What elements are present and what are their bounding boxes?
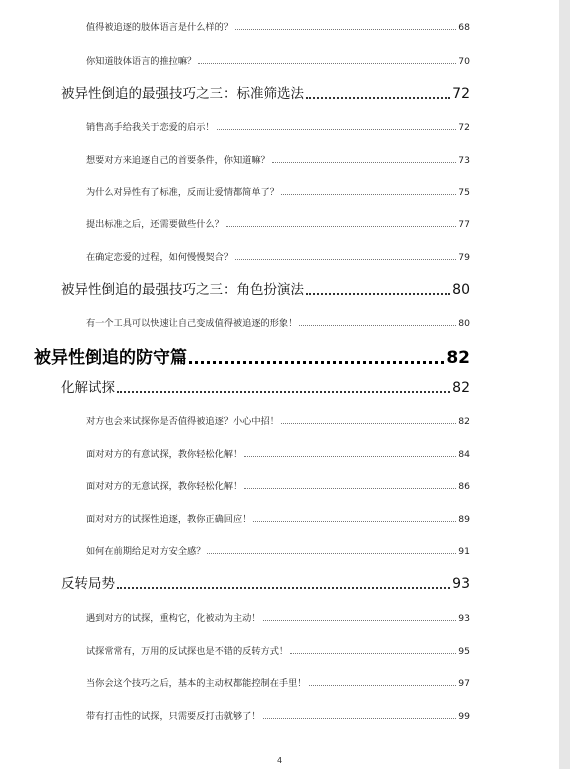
toc-entry-title: 当你会这个技巧之后，基本的主动权都能控制在手里！ [86,678,307,689]
toc-entry-page: 77 [458,219,470,230]
dot-leader [244,487,456,489]
toc-entry-title: 值得被追逐的肢体语言是什么样的？ [86,22,233,33]
toc-part-heading[interactable] [34,343,470,368]
toc-entry-page: 68 [458,22,470,33]
dot-leader [189,360,444,364]
toc-entry-title: 被异性倒追的防守篇 [34,348,187,368]
dot-leader [226,225,456,227]
toc-entry-page: 93 [458,613,470,624]
dot-leader [272,161,457,163]
dot-leader [309,684,457,686]
toc-entry-page: 82 [452,380,470,396]
toc-section-heading[interactable] [61,82,470,102]
toc-section-heading[interactable] [61,376,470,396]
toc-entry-title: 想要对方来追逐自己的首要条件，你知道嘛？ [86,155,270,166]
toc-entry-title: 带有打击性的试探，只需要反打击就够了！ [86,711,261,722]
toc-section-heading[interactable] [61,572,470,592]
toc-entry-title: 有一个工具可以快速让自己变成值得被追逐的形象！ [86,318,298,329]
toc-entry-title: 在确定恋爱的过程，如何慢慢契合？ [86,252,233,263]
toc-entry-page: 73 [458,155,470,166]
dot-leader [207,552,456,554]
toc-entry-page: 72 [452,86,470,102]
toc-entry[interactable] [86,184,470,198]
toc-entry-page: 80 [458,318,470,329]
toc-entry-title: 被异性倒追的最强技巧之三：角色扮演法 [61,282,304,298]
dot-leader [299,324,456,326]
dot-leader [244,455,456,457]
toc-entry[interactable] [86,413,470,427]
toc-entry-title: 试探常常有，万用的反试探也是不错的反转方式！ [86,646,289,657]
toc-entry-page: 82 [446,348,470,368]
toc-entry-page: 99 [458,711,470,722]
toc-entry-title: 反转局势 [61,576,115,592]
toc-entry-page: 75 [458,187,470,198]
dot-leader [117,586,450,589]
dot-leader [281,193,456,195]
page-number: 4 [276,756,283,765]
toc-entry-title: 面对对方的无意试探，教你轻松化解！ [86,481,243,492]
dot-leader [306,292,450,295]
dot-leader [198,62,456,64]
toc-section-heading[interactable] [61,278,470,298]
dot-leader [235,28,456,30]
toc-entry[interactable] [86,643,470,657]
dot-leader [263,717,457,719]
toc-entry[interactable] [86,119,470,133]
toc-entry[interactable] [86,152,470,166]
toc-entry-title: 对方也会来试探你是否值得被追逐？小心中招！ [86,416,279,427]
dot-leader [217,128,457,130]
toc-entry-page: 79 [458,252,470,263]
toc-entry-page: 72 [458,122,470,133]
dot-leader [306,96,450,99]
toc-entry-title: 面对对方的有意试探，教你轻松化解！ [86,449,243,460]
toc-entry-title: 如何在前期给足对方安全感？ [86,546,206,557]
toc-entry-page: 82 [458,416,470,427]
toc-entry[interactable] [86,446,470,460]
toc-entry[interactable] [86,708,470,722]
toc-entry-title: 化解试探 [61,380,115,396]
toc-entry-page: 70 [458,56,470,67]
toc-entry[interactable] [86,53,470,67]
dot-leader [290,652,456,654]
toc-entry-title: 你知道肢体语言的推拉嘛？ [86,56,197,67]
toc-entry-page: 86 [458,481,470,492]
toc-entry-title: 销售高手给我关于恋爱的启示！ [86,122,215,133]
toc-entry-page: 97 [458,678,470,689]
toc-entry[interactable] [86,543,470,557]
toc-entry[interactable] [86,478,470,492]
dot-leader [117,390,450,393]
page-edge-shadow [559,0,570,769]
toc-entry-page: 89 [458,514,470,525]
toc-entry[interactable] [86,216,470,230]
toc-entry-page: 93 [452,576,470,592]
toc-entry-title: 被异性倒追的最强技巧之三：标准筛选法 [61,86,304,102]
dot-leader [253,520,456,522]
toc-entry-page: 91 [458,546,470,557]
toc-entry-title: 面对对方的试探性追逐，教你正确回应！ [86,514,252,525]
toc-entry[interactable] [86,315,470,329]
toc-entry-page: 95 [458,646,470,657]
toc-entry-page: 84 [458,449,470,460]
toc-entry[interactable] [86,249,470,263]
toc-entry[interactable] [86,675,470,689]
dot-leader [235,258,456,260]
toc-entry[interactable] [86,19,470,33]
toc-entry[interactable] [86,511,470,525]
toc-entry-page: 80 [452,282,470,298]
dot-leader [281,422,456,424]
toc-entry-title: 为什么对异性有了标准，反而让爱情都简单了？ [86,187,279,198]
toc-entry[interactable] [86,610,470,624]
dot-leader [263,619,457,621]
toc-entry-title: 提出标准之后，还需要做些什么？ [86,219,224,230]
toc-entry-title: 遇到对方的试探，重构它，化被动为主动！ [86,613,261,624]
